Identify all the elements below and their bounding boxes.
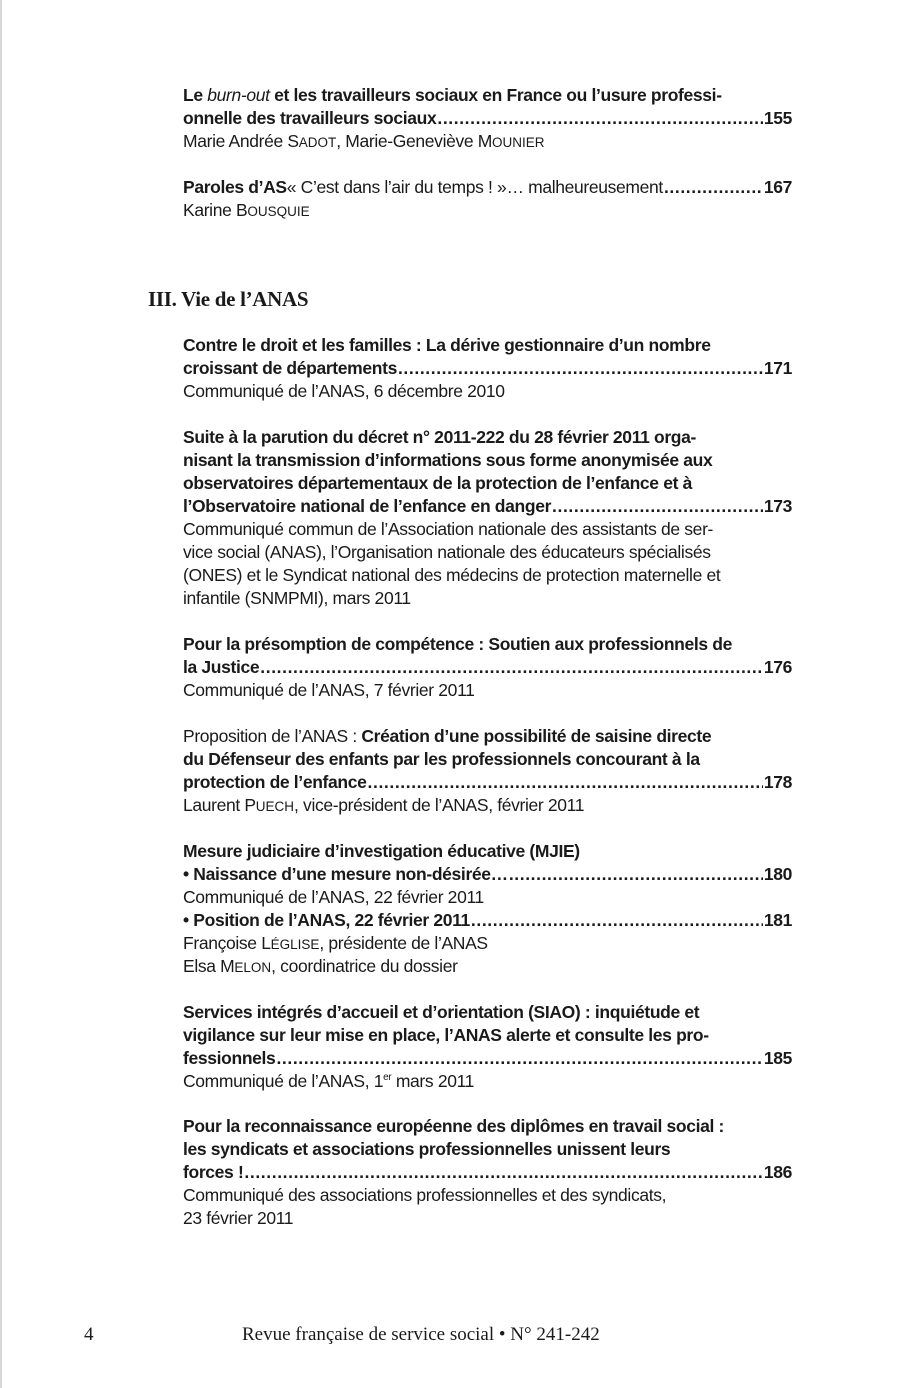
toc-entry-leader-line[interactable] xyxy=(183,495,792,518)
toc-entry-title: Contre le droit et les familles : La dérive gestionnaire d’un nombre xyxy=(183,335,711,355)
toc-entry-source: 23 février 2011 xyxy=(183,1208,294,1228)
dot-leader xyxy=(276,1047,762,1070)
title-prefix: Proposition de l’ANAS : xyxy=(183,726,362,746)
dot-leader xyxy=(398,357,763,380)
title-text: Création d’une possibilité de saisine directe xyxy=(361,726,712,746)
dot-leader xyxy=(244,1161,762,1184)
toc-entry-title: vigilance sur leur mise en place, l’ANAS alerte et consulte les pro- xyxy=(183,1025,709,1045)
toc-entry-authors xyxy=(183,794,792,817)
author-last-smallcaps: ELON xyxy=(234,960,272,975)
toc-entry-authors xyxy=(183,955,792,978)
superscript: er xyxy=(383,1072,392,1084)
toc-entry-leader-line[interactable] xyxy=(183,771,792,794)
toc-entry-source: Communiqué de l’ANAS, 22 février 2011 xyxy=(183,887,484,907)
toc-entry-title: Pour la reconnaissance européenne des diplômes en travail social : xyxy=(183,1116,724,1136)
author-last-initial: M xyxy=(477,131,493,151)
title-text: forces ! xyxy=(183,1162,244,1182)
author-first: Elsa xyxy=(183,956,221,976)
author-separator: , Marie-Geneviève xyxy=(336,131,478,151)
page-number[interactable]: 155 xyxy=(763,108,792,128)
toc-entry-title: nisant la transmission d’informations sous forme anonymisée aux xyxy=(183,450,713,470)
toc-entry-source: vice social (ANAS), l’Organisation nationale des éducateurs spécialisés xyxy=(183,542,711,562)
author-first: Marie Andrée xyxy=(183,131,288,151)
toc-entry-title xyxy=(183,725,792,748)
author-first: Laurent xyxy=(183,795,245,815)
title-text: croissant de départements xyxy=(183,358,397,378)
section-heading: III. Vie de l’ANAS xyxy=(148,287,309,311)
page-number[interactable]: 185 xyxy=(763,1048,792,1068)
title-text: • Naissance d’une mesure non-désirée… xyxy=(183,864,508,884)
toc-entry-source: Communiqué des associations professionnelles et des syndicats, xyxy=(183,1185,667,1205)
page-number[interactable]: 167 xyxy=(763,177,792,197)
page-number[interactable]: 186 xyxy=(763,1162,792,1182)
title-text: et les travailleurs sociaux en France ou l’usure professi- xyxy=(269,85,722,105)
title-text: • Position de l’ANAS, 22 février 2011 xyxy=(183,910,470,930)
title-text: onnelle des travailleurs sociaux xyxy=(183,108,437,128)
toc-entry-heading: Mesure judiciaire d’investigation éducative (MJIE) xyxy=(183,841,580,861)
author-last-smallcaps: ADOT xyxy=(298,135,337,150)
toc-entry-leader-line[interactable] xyxy=(183,176,792,199)
dot-leader xyxy=(509,863,763,886)
footer-journal-title: Revue française de service social • N° 241-242 xyxy=(242,1324,600,1345)
page-number[interactable]: 180 xyxy=(763,864,792,884)
author-last-smallcaps: UECH xyxy=(255,799,295,814)
page-number[interactable]: 173 xyxy=(763,496,792,516)
toc-entry-title: observatoires départementaux de la protection de l’enfance et à xyxy=(183,473,692,493)
toc-entry-title: Suite à la parution du décret n° 2011-222 du 28 février 2011 orga- xyxy=(183,427,697,447)
author-last-smallcaps: ÉGLISE xyxy=(270,937,320,952)
toc-entry-authors xyxy=(183,932,792,955)
dot-leader xyxy=(260,656,763,679)
author-first: Karine xyxy=(183,200,236,220)
dot-leader xyxy=(368,771,763,794)
page-number[interactable]: 181 xyxy=(763,910,792,930)
page-number[interactable]: 176 xyxy=(763,657,792,677)
author-role: , coordinatrice du dossier xyxy=(271,956,458,976)
toc-entry-title: Pour la présomption de compétence : Soutien aux professionnels de xyxy=(183,634,733,654)
title-regular-text: « C’est dans l’air du temps ! »… malheureusement xyxy=(286,177,663,197)
toc-entry-title xyxy=(183,84,792,107)
title-italic-text: burn-out xyxy=(207,85,270,105)
toc-entry-title: les syndicats et associations professionnelles unissent leurs xyxy=(183,1139,671,1159)
toc-entry-source: (ONES) et le Syndicat national des médecins de protection maternelle et xyxy=(183,565,721,585)
toc-entry-source: Communiqué commun de l’Association nationale des assistants de ser- xyxy=(183,519,714,539)
dot-leader xyxy=(552,495,763,518)
author-last-initial: L xyxy=(261,933,271,953)
footer-page-number: 4 xyxy=(84,1324,94,1345)
page-number[interactable]: 178 xyxy=(763,772,792,792)
dot-leader xyxy=(471,909,763,932)
toc-entry-leader-line[interactable] xyxy=(183,107,792,130)
title-text: fessionnels xyxy=(183,1048,276,1068)
author-last-smallcaps: OUNIER xyxy=(492,135,545,150)
toc-entry-leader-line[interactable] xyxy=(183,1047,792,1070)
title-text: la Justice xyxy=(183,657,260,677)
title-text: protection de l’enfance xyxy=(183,772,367,792)
title-bold-text: Paroles d’AS xyxy=(183,177,287,197)
page-edge-shadow xyxy=(0,0,2,1388)
author-role: , vice-président de l’ANAS, février 2011 xyxy=(294,795,585,815)
toc-entry-leader-line[interactable] xyxy=(183,357,792,380)
dot-leader xyxy=(664,176,763,199)
dot-leader xyxy=(437,107,762,130)
author-role: , présidente de l’ANAS xyxy=(319,933,488,953)
author-first: Françoise xyxy=(183,933,262,953)
author-last-smallcaps: OUSQUIE xyxy=(247,204,310,219)
toc-entry-leader-line[interactable] xyxy=(183,1161,792,1184)
title-text: Le xyxy=(183,85,208,105)
toc-subentry-leader-line[interactable] xyxy=(183,863,792,886)
title-text: l’Observatoire national de l’enfance en danger xyxy=(183,496,552,516)
toc-entry-authors xyxy=(183,130,792,153)
source-text: mars 2011 xyxy=(391,1071,475,1091)
author-last-initial: M xyxy=(220,956,235,976)
author-last-initial: B xyxy=(236,200,248,220)
toc-entry-source: Communiqué de l’ANAS, 6 décembre 2010 xyxy=(183,381,505,401)
source-text: Communiqué de l’ANAS, 1 xyxy=(183,1071,384,1091)
toc-entry-title: Services intégrés d’accueil et d’orientation (SIAO) : inquiétude et xyxy=(183,1002,700,1022)
toc-entry-source: infantile (SNMPMI), mars 2011 xyxy=(183,588,411,608)
author-last-initial: P xyxy=(244,795,256,815)
toc-entry-leader-line[interactable] xyxy=(183,656,792,679)
author-last-initial: S xyxy=(287,131,299,151)
toc-entry-authors xyxy=(183,199,792,222)
toc-subentry-leader-line[interactable] xyxy=(183,909,792,932)
toc-entry-source: Communiqué de l’ANAS, 7 février 2011 xyxy=(183,680,475,700)
page-number[interactable]: 171 xyxy=(763,358,792,378)
toc-entry-title: du Défenseur des enfants par les professionnels concourant à la xyxy=(183,749,700,769)
toc-entry-source xyxy=(183,1070,792,1093)
